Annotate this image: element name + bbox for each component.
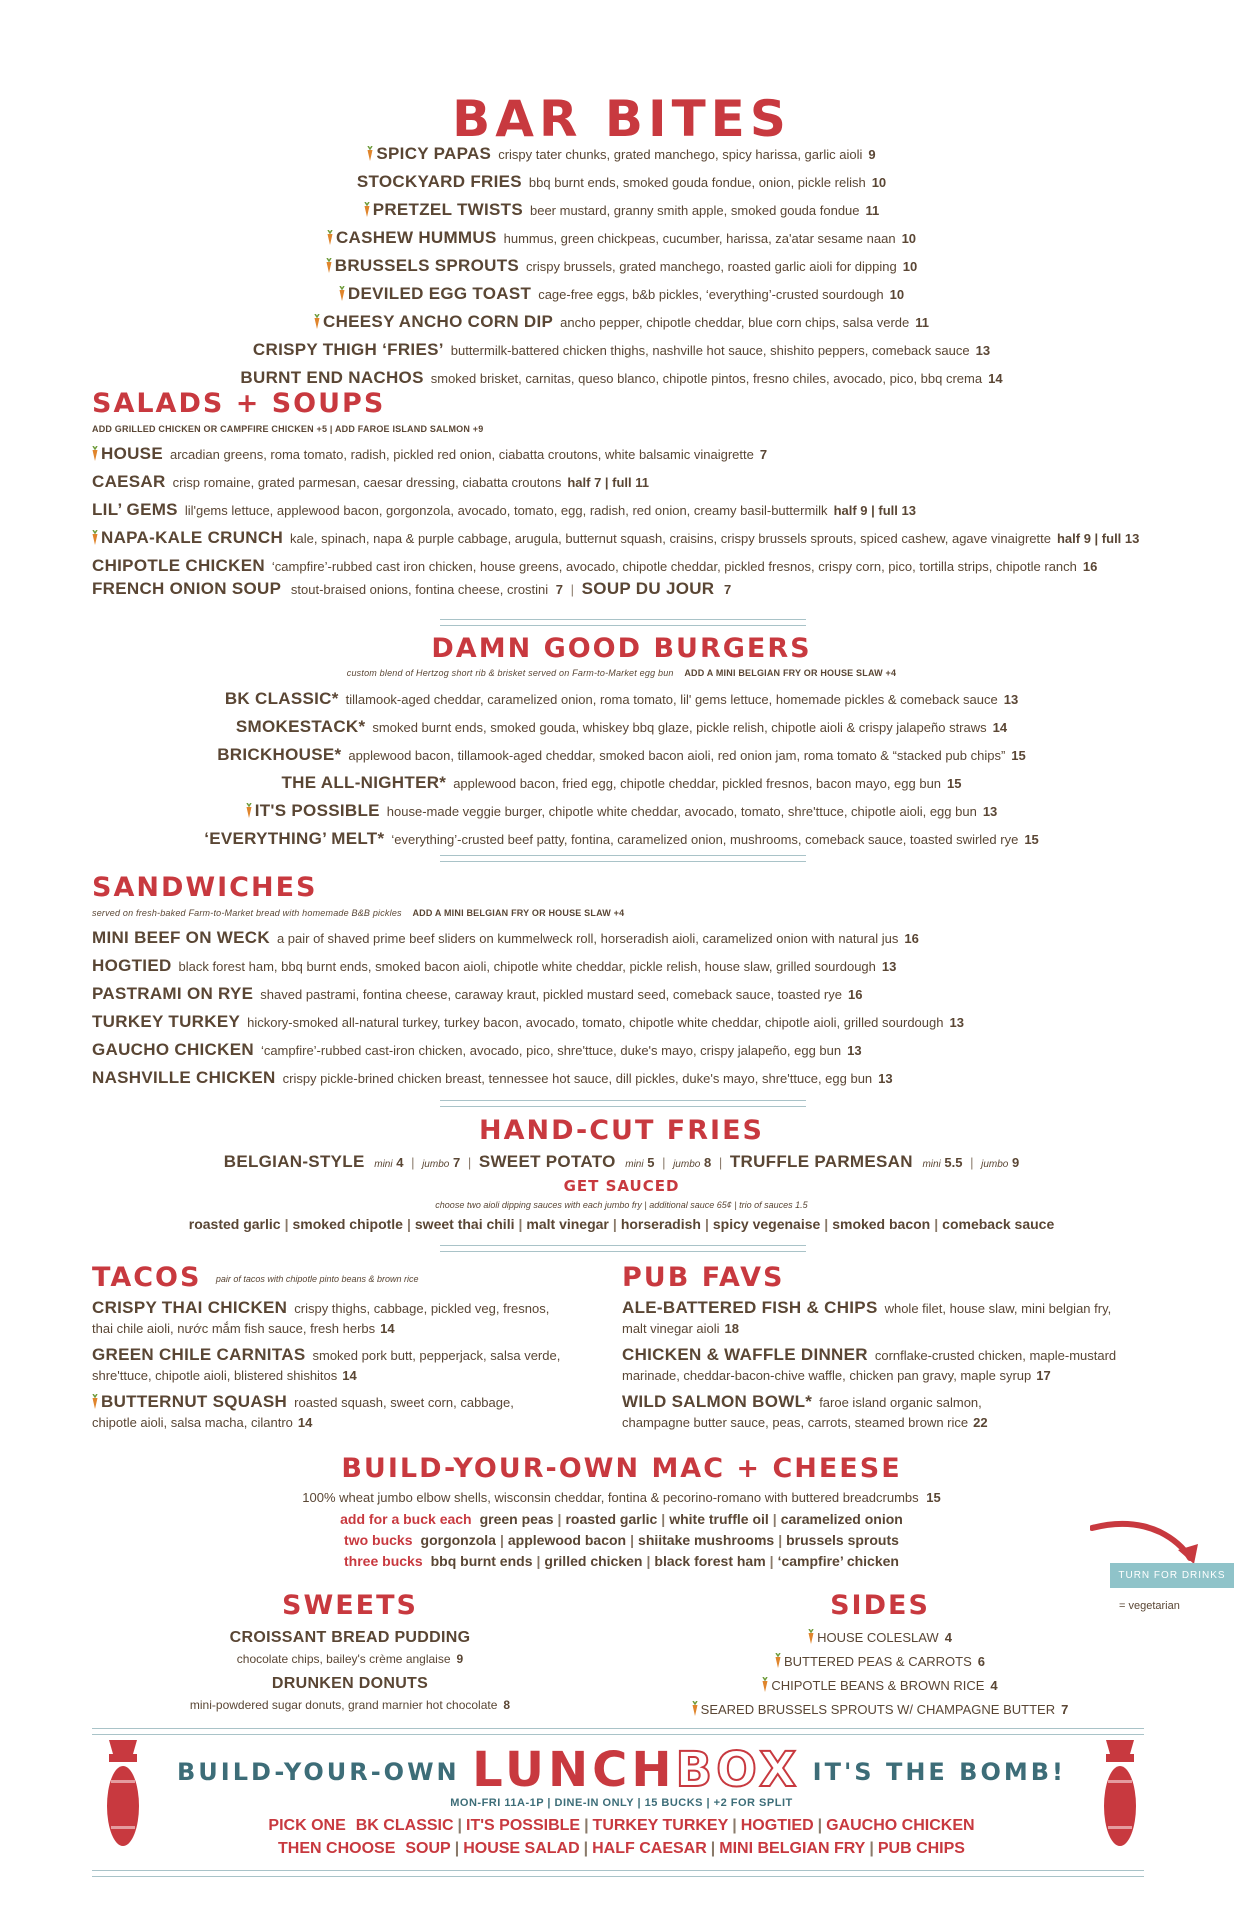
get-sauced-title: GET SAUCED [563, 1177, 680, 1195]
item-desc: applewood bacon, tillamook-aged cheddar, smoked bacon aioli, red onion jam, roma tomato & “stacked pub chips” [348, 748, 1006, 763]
item-price: 16 [847, 987, 863, 1002]
item-desc: hummus, green chickpeas, cucumber, harissa, za'atar sesame naan [503, 231, 896, 246]
item-name: HOGTIED [92, 956, 172, 975]
sauce-option: roasted garlic [188, 1216, 281, 1232]
item-price: half 9 | full 13 [833, 503, 916, 518]
sauce-option: horseradish [620, 1216, 701, 1232]
tacos-subtitle: pair of tacos with chipotle pinto beans & brown rice [215, 1274, 419, 1284]
divider [92, 1870, 1144, 1877]
carrot-icon [326, 258, 332, 273]
soup-du-jour-name: SOUP DU JOUR [581, 579, 715, 598]
item-desc: crispy tater chunks, grated manchego, spicy harissa, garlic aioli [498, 147, 863, 162]
item-price: 15 [1024, 832, 1039, 847]
lunchbox-option: MINI BELGIAN FRY [719, 1840, 866, 1857]
item-name: ALE-BATTERED FISH & CHIPS [622, 1298, 878, 1317]
pub-favs-title: PUB FAVS [622, 1262, 785, 1293]
menu-item [0, 308, 1243, 336]
mac-addon: green peas [479, 1511, 554, 1527]
salads-title: SALADS + SOUPS [92, 388, 386, 419]
mac-addon: caramelized onion [780, 1511, 903, 1527]
item-price: 16 [904, 931, 919, 946]
carrot-icon [327, 230, 333, 245]
item-name: BUTTERNUT SQUASH [101, 1392, 288, 1411]
carrot-icon [92, 1394, 98, 1409]
mac-addon: bbq burnt ends [430, 1553, 533, 1569]
item-name: MINI BEEF ON WECK [92, 928, 270, 947]
item-desc: marinade, cheddar-bacon-chive waffle, chicken pan gravy, maple syrup [622, 1368, 1032, 1383]
turn-for-drinks-button[interactable]: TURN FOR DRINKS [1110, 1563, 1234, 1588]
lunchbox-option: HOGTIED [740, 1817, 814, 1834]
side-name: HOUSE COLESLAW [817, 1630, 939, 1645]
item-desc: bbq burnt ends, smoked gouda fondue, onion, pickle relish [528, 175, 866, 190]
carrot-icon [364, 202, 370, 217]
truffle-fries-name: TRUFFLE PARMESAN [729, 1152, 913, 1171]
item-price: 14 [992, 720, 1008, 735]
salads-list [92, 440, 1139, 580]
sauced-note: choose two aioli dipping sauces with each jumbo fry | additional sauce 65¢ | trio of sauces 1.5 [435, 1200, 808, 1210]
sides-title: SIDES [830, 1590, 930, 1621]
item-name: BURNT END NACHOS [240, 368, 424, 387]
item-desc: chipotle aioli, salsa macha, cilantro [92, 1415, 293, 1430]
lunchbox-title: BUILD-YOUR-OWN LUNCHBOX IT'S THE BOMB! [177, 1742, 1066, 1798]
menu-item [622, 1392, 1182, 1433]
item-name: PRETZEL TWISTS [372, 200, 523, 219]
lunchbox-pick-row: PICK ONE BK CLASSIC | IT'S POSSIBLE | TURKEY TURKEY | HOGTIED | GAUCHO CHICKEN [268, 1817, 975, 1834]
menu-item [92, 952, 964, 980]
mac-price: 15 [926, 1490, 941, 1505]
menu-item [0, 741, 1243, 769]
item-desc: kale, spinach, napa & purple cabbage, arugula, butternut squash, craisins, crispy brussels sprouts, spiced cashew, agave vinaigrette [290, 531, 1051, 546]
soup-price: 7 [555, 582, 564, 597]
item-price: 7 [759, 447, 768, 462]
item-desc: roasted squash, sweet corn, cabbage, [294, 1395, 514, 1410]
item-desc: shre'ttuce, chipotle aioli, blistered shishitos [92, 1368, 338, 1383]
item-price: 9 [868, 147, 876, 162]
salads-subtitle: ADD GRILLED CHICKEN OR CAMPFIRE CHICKEN +5 | ADD FAROE ISLAND SALMON +9 [92, 424, 484, 434]
menu-item [622, 1298, 1182, 1339]
item-price: 13 [1003, 692, 1019, 707]
menu-item [92, 1064, 964, 1092]
mac-addon: black forest ham [654, 1553, 766, 1569]
mac-tier-row: add for a buck each green peas | roasted garlic | white truffle oil | caramelized onion [340, 1511, 903, 1527]
menu-item [0, 140, 1243, 168]
item-name: THE ALL-NIGHTER* [281, 773, 447, 792]
carrot-icon [339, 286, 345, 301]
item-desc: crispy thighs, cabbage, pickled veg, fresnos, [294, 1301, 550, 1316]
menu-item [0, 196, 1243, 224]
side-name: BUTTERED PEAS & CARROTS [783, 1654, 972, 1669]
item-name: CRISPY THAI CHICKEN [92, 1298, 288, 1317]
fries-row: BELGIAN-STYLE mini 4 | jumbo 7 | SWEET POTATO mini 5 | jumbo 8 | TRUFFLE PARMESAN mini 5.5 | jumbo 9 [223, 1152, 1020, 1171]
sweet-price: 9 [456, 1652, 464, 1666]
item-desc: ‘everything’-crusted beef patty, fontina, caramelized onion, mushrooms, comeback sauce, toasted swirled rye [391, 832, 1019, 847]
divider [440, 855, 806, 862]
item-desc: arcadian greens, roma tomato, radish, pickled red onion, ciabatta croutons, white balsamic vinaigrette [169, 447, 754, 462]
side-name: CHIPOTLE BEANS & BROWN RICE [771, 1678, 985, 1693]
lunchbox-option: GAUCHO CHICKEN [826, 1817, 975, 1834]
item-desc: crisp romaine, grated parmesan, caesar dressing, ciabatta croutons [172, 475, 562, 490]
menu-item [92, 440, 1139, 468]
mac-desc: 100% wheat jumbo elbow shells, wisconsin cheddar, fontina & pecorino-romano with buttered breadcrumbs [302, 1490, 919, 1505]
sweet-desc: chocolate chips, bailey's crème anglaise [236, 1652, 451, 1666]
item-price: 13 [847, 1043, 862, 1058]
item-price: 14 [988, 371, 1003, 386]
menu-item [0, 280, 1243, 308]
side-price: 4 [944, 1630, 952, 1645]
item-price: 22 [973, 1415, 988, 1430]
item-price: 13 [881, 959, 897, 974]
mac-addon: applewood bacon [507, 1532, 627, 1548]
fries-title: HAND-CUT FRIES [479, 1115, 764, 1146]
sweets-list [120, 1626, 580, 1718]
sandwiches-subtitle: served on fresh-baked Farm-to-Market bread with homemade B&B pickles ADD A MINI BELGIAN FRY OR HOUSE SLAW +4 [92, 908, 625, 918]
item-price: 13 [982, 804, 998, 819]
burgers-subtitle: custom blend of Hertzog short rib & brisket served on Farm-to-Market egg bun ADD A MINI BELGIAN FRY OR HOUSE SLAW +4 [346, 668, 897, 678]
menu-item [92, 980, 964, 1008]
item-desc: beer mustard, granny smith apple, smoked gouda fondue [529, 203, 860, 218]
mac-title: BUILD-YOUR-OWN MAC + CHEESE [341, 1453, 902, 1484]
divider [440, 1245, 806, 1252]
divider [440, 619, 806, 626]
mac-addon: roasted garlic [565, 1511, 658, 1527]
sauce-option: sweet thai chili [414, 1216, 515, 1232]
item-name: CHEESY ANCHO CORN DIP [323, 312, 554, 331]
soup-desc: stout-braised onions, fontina cheese, crostini [290, 582, 549, 597]
menu-item [92, 924, 964, 952]
sweet-potato-fries-name: SWEET POTATO [478, 1152, 616, 1171]
item-name: CHIPOTLE CHICKEN [92, 556, 265, 575]
menu-item [0, 713, 1243, 741]
tacos-header [92, 1262, 419, 1293]
item-price: 13 [949, 1015, 964, 1030]
menu-item [92, 1036, 964, 1064]
bar-bites-title: BAR BITES [452, 90, 791, 148]
arrow-icon [1090, 1518, 1230, 1568]
item-price: 10 [902, 259, 918, 274]
mac-tier-label: two bucks [344, 1532, 413, 1548]
item-price: 10 [901, 231, 917, 246]
sweet-name: DRUNKEN DONUTS [271, 1675, 429, 1692]
item-desc: ‘campfire’-rubbed cast iron chicken, house greens, avocado, chipotle cheddar, pickled fresnos, crispy corn, pico, tortilla strips, chipotle ranch [271, 559, 1077, 574]
item-name: SMOKESTACK* [235, 717, 366, 736]
menu-item [0, 224, 1243, 252]
side-item [620, 1698, 1140, 1722]
item-name: CRISPY THIGH ‘FRIES’ [252, 340, 444, 359]
divider [440, 1100, 806, 1107]
lunchbox-choose-row: THEN CHOOSE SOUP | HOUSE SALAD | HALF CAESAR | MINI BELGIAN FRY | PUB CHIPS [278, 1840, 965, 1857]
tacos-title: TACOS [92, 1262, 202, 1293]
sides-list [620, 1626, 1140, 1722]
soup-name: FRENCH ONION SOUP [92, 579, 282, 598]
side-name: SEARED BRUSSELS SPROUTS W/ CHAMPAGNE BUTTER [700, 1702, 1056, 1717]
item-desc: smoked pork butt, pepperjack, salsa verde, [312, 1348, 561, 1363]
carrot-icon [775, 1653, 781, 1668]
burgers-list [0, 685, 1243, 853]
carrot-icon [246, 803, 252, 818]
lunchbox-label: THEN CHOOSE [278, 1840, 396, 1857]
side-price: 4 [990, 1678, 998, 1693]
mac-tier-row: three bucks bbq burnt ends | grilled chicken | black forest ham | ‘campfire’ chicken [344, 1553, 899, 1569]
item-desc: black forest ham, bbq burnt ends, smoked bacon aioli, chipotle white cheddar, pickle relish, house slaw, grilled sourdough [178, 959, 876, 974]
item-name: ‘EVERYTHING’ MELT* [204, 829, 385, 848]
mac-desc-row [0, 1490, 1243, 1505]
carrot-icon [367, 146, 373, 161]
item-price: 13 [975, 343, 991, 358]
item-desc: tillamook-aged cheddar, caramelized onion, roma tomato, lil' gems lettuce, homemade pickles & comeback sauce [345, 692, 998, 707]
menu-item [92, 1345, 572, 1386]
menu-item [0, 336, 1243, 364]
menu-item [92, 1008, 964, 1036]
lunchbox-option: PUB CHIPS [877, 1840, 965, 1857]
item-desc: thai chile aioli, nước mắm fish sauce, fresh herbs [92, 1321, 376, 1336]
item-name: SPICY PAPAS [376, 144, 492, 163]
mac-addon: grilled chicken [544, 1553, 643, 1569]
item-desc: a pair of shaved prime beef sliders on kummelweck roll, horseradish aioli, caramelized onion with natural jus [276, 931, 899, 946]
menu-item [0, 252, 1243, 280]
menu-item [0, 769, 1243, 797]
side-item [620, 1626, 1140, 1650]
item-name: CHICKEN & WAFFLE DINNER [622, 1345, 868, 1364]
sweets-title: SWEETS [282, 1590, 418, 1621]
mac-addon: white truffle oil [669, 1511, 769, 1527]
item-name: GREEN CHILE CARNITAS [92, 1345, 306, 1364]
item-price: 14 [342, 1368, 357, 1383]
mac-addon: ‘campfire’ chicken [777, 1553, 899, 1569]
sauce-option: malt vinegar [526, 1216, 609, 1232]
item-price: half 9 | full 13 [1056, 531, 1140, 546]
menu-item [0, 825, 1243, 853]
carrot-icon [808, 1629, 814, 1644]
vegetarian-legend: = vegetarian [1110, 1596, 1180, 1612]
side-item [620, 1674, 1140, 1698]
sauce-option: comeback sauce [942, 1216, 1055, 1232]
mac-tier-row: two bucks gorgonzola | applewood bacon | shiitake mushrooms | brussels sprouts [344, 1532, 899, 1548]
soup-row: FRENCH ONION SOUP stout-braised onions, fontina cheese, crostini 7 | SOUP DU JOUR 7 [92, 579, 732, 598]
item-desc: shaved pastrami, fontina cheese, caraway kraut, pickled mustard seed, comeback sauce, toasted rye [260, 987, 842, 1002]
item-price: 14 [380, 1321, 395, 1336]
menu-item [92, 496, 1139, 524]
menu-item [0, 685, 1243, 713]
item-name: LIL’ GEMS [92, 500, 178, 519]
item-desc: applewood bacon, fried egg, chipotle cheddar, pickled fresnos, bacon mayo, egg bun [453, 776, 942, 791]
tacos-list [92, 1298, 572, 1439]
item-price: half 7 | full 11 [567, 475, 650, 490]
item-name: BRUSSELS SPROUTS [334, 256, 520, 275]
item-desc: ‘campfire’-rubbed cast-iron chicken, avocado, pico, shre'ttuce, duke's mayo, crispy jalapeño, egg bun [260, 1043, 842, 1058]
item-desc: house-made veggie burger, chipotle white cheddar, avocado, tomato, shre'ttuce, chipotle aioli, egg bun [386, 804, 977, 819]
item-desc: cornflake-crusted chicken, maple-mustard [874, 1348, 1117, 1363]
menu-item [92, 468, 1139, 496]
item-price: 11 [915, 315, 929, 330]
item-name: IT'S POSSIBLE [254, 801, 380, 820]
divider [92, 1728, 1144, 1735]
item-name: GAUCHO CHICKEN [92, 1040, 254, 1059]
item-price: 14 [297, 1415, 313, 1430]
item-desc: hickory-smoked all-natural turkey, turkey bacon, avocado, tomato, chipotle white cheddar, chipotle aioli, grilled sourdough [247, 1015, 944, 1030]
lunchbox-option: TURKEY TURKEY [592, 1817, 729, 1834]
lunchbox-label: PICK ONE [268, 1817, 346, 1834]
item-desc: malt vinegar aioli [622, 1321, 720, 1336]
sauce-option: spicy vegenaise [712, 1216, 821, 1232]
item-name: TURKEY TURKEY [92, 1012, 241, 1031]
lunchbox-option: IT'S POSSIBLE [466, 1817, 581, 1834]
carrot-icon [314, 314, 320, 329]
lunchbox-option: BK CLASSIC [355, 1817, 454, 1834]
sweet-desc: mini-powdered sugar donuts, grand marnier hot chocolate [189, 1698, 498, 1712]
carrot-icon [92, 446, 98, 461]
lunchbox-option: SOUP [405, 1840, 451, 1857]
lunchbox-option: HOUSE SALAD [463, 1840, 580, 1857]
carrot-icon [762, 1677, 768, 1692]
sweet-name: CROISSANT BREAD PUDDING [229, 1629, 471, 1646]
side-price: 6 [977, 1654, 986, 1669]
side-item [620, 1650, 1140, 1674]
mac-addon: gorgonzola [420, 1532, 496, 1548]
lunchbox-hours: MON-FRI 11A-1P | DINE-IN ONLY | 15 BUCKS | +2 FOR SPLIT [450, 1797, 793, 1809]
item-price: 15 [947, 776, 962, 791]
item-desc: cage-free eggs, b&b pickles, ‘everything’-crusted sourdough [538, 287, 884, 302]
item-price: 17 [1036, 1368, 1051, 1383]
item-name: WILD SALMON BOWL* [622, 1392, 813, 1411]
sweet-price: 8 [503, 1698, 511, 1712]
sweet-desc-row [120, 1696, 580, 1714]
carrot-icon [1110, 1596, 1116, 1611]
item-desc: lil'gems lettuce, applewood bacon, gorgonzola, avocado, tomato, egg, radish, red onion, creamy basil-buttermilk [184, 503, 828, 518]
menu-item [622, 1345, 1182, 1386]
carrot-icon [692, 1701, 698, 1716]
sweet-desc-row [120, 1650, 580, 1668]
item-name: PASTRAMI ON RYE [92, 984, 254, 1003]
item-price: 16 [1082, 559, 1098, 574]
item-desc: ancho pepper, chipotle cheddar, blue corn chips, salsa verde [560, 315, 910, 330]
mac-tier-label: add for a buck each [340, 1511, 472, 1527]
item-name: NASHVILLE CHICKEN [92, 1068, 276, 1087]
sandwiches-list [92, 924, 964, 1092]
sauces-list: roasted garlic | smoked chipotle | sweet thai chili | malt vinegar | horseradish | spicy vegenaise | smoked bacon | comeback sauce [188, 1216, 1055, 1232]
item-name: BRICKHOUSE* [217, 745, 342, 764]
mac-addon: brussels sprouts [786, 1532, 899, 1548]
item-name: STOCKYARD FRIES [356, 172, 522, 191]
item-desc: whole filet, house slaw, mini belgian fry, [884, 1301, 1112, 1316]
item-desc: smoked burnt ends, smoked gouda, whiskey bbq glaze, pickle relish, chipotle aioli & crispy jalapeño straws [372, 720, 987, 735]
menu-item [92, 524, 1139, 552]
item-name: CASHEW HUMMUS [335, 228, 497, 247]
burgers-title: DAMN GOOD BURGERS [431, 633, 812, 664]
lunchbox-option: HALF CAESAR [592, 1840, 707, 1857]
soup-du-jour-price: 7 [724, 582, 732, 597]
item-price: 15 [1011, 748, 1026, 763]
item-name: DEVILED EGG TOAST [347, 284, 532, 303]
item-name: HOUSE [101, 444, 163, 463]
item-desc: crispy brussels, grated manchego, roasted garlic aioli for dipping [526, 259, 897, 274]
item-price: 11 [865, 203, 880, 218]
side-price: 7 [1061, 1702, 1069, 1717]
item-name: CAESAR [92, 472, 166, 491]
mac-tier-label: three bucks [344, 1553, 423, 1569]
bar-bites-list [0, 140, 1243, 392]
item-price: 10 [871, 175, 887, 190]
item-price: 18 [724, 1321, 740, 1336]
mac-tiers [0, 1509, 1243, 1572]
menu-item [92, 1298, 572, 1339]
item-desc: champagne butter sauce, peas, carrots, steamed brown rice [622, 1415, 969, 1430]
menu-item [0, 168, 1243, 196]
sauce-option: smoked chipotle [292, 1216, 403, 1232]
item-price: 13 [878, 1071, 893, 1086]
pub-favs-list [622, 1298, 1182, 1439]
menu-item [92, 1392, 572, 1433]
sandwiches-title: SANDWICHES [92, 872, 318, 903]
belgian-fries-name: BELGIAN-STYLE [223, 1152, 365, 1171]
carrot-icon [92, 530, 98, 545]
item-desc: buttermilk-battered chicken thighs, nashville hot sauce, shishito peppers, comeback sauce [450, 343, 970, 358]
item-desc: crispy pickle-brined chicken breast, tennessee hot sauce, dill pickles, duke's mayo, shre'ttuce, egg bun [282, 1071, 873, 1086]
item-name: NAPA-KALE CRUNCH [101, 528, 284, 547]
sauce-option: smoked bacon [832, 1216, 931, 1232]
menu-item [0, 797, 1243, 825]
item-desc: faroe island organic salmon, [819, 1395, 982, 1410]
mac-addon: shiitake mushrooms [638, 1532, 775, 1548]
item-price: 10 [889, 287, 905, 302]
item-desc: smoked brisket, carnitas, queso blanco, chipotle pintos, fresno chiles, avocado, pico, bbq crema [430, 371, 983, 386]
item-name: BK CLASSIC* [224, 689, 339, 708]
